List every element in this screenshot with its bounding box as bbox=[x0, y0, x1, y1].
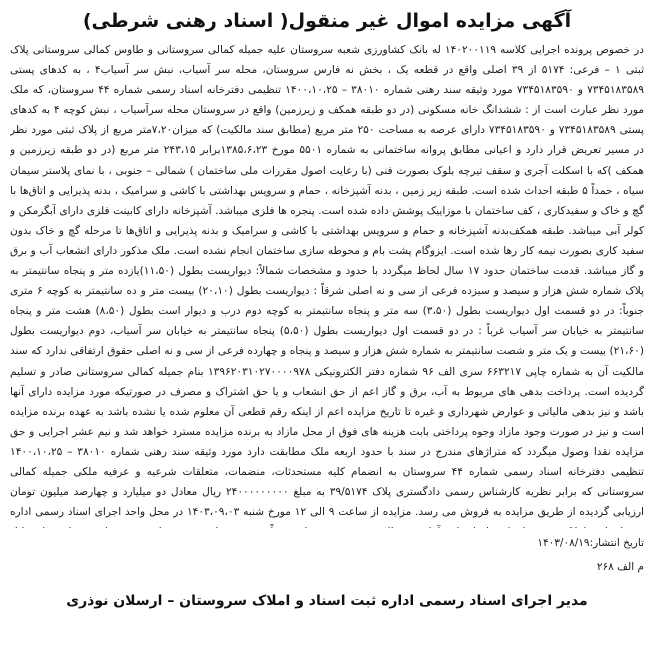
publish-date: تاریخ انتشار:۱۴۰۳/۰۸/۱۹ bbox=[537, 537, 644, 549]
reference-number: م الف ۲۶۸ bbox=[596, 561, 644, 573]
signature-line: مدیر اجرای اسناد رسمی اداره ثبت اسناد و املاک سروستان – ارسلان نوذری bbox=[66, 593, 588, 609]
notice-title: آگهی مزایده اموال غیر منقول( اسناد رهنی شرطی) bbox=[82, 10, 572, 32]
notice-body: در خصوص پرونده اجرایی کلاسه ۱۴۰۲۰۰۱۱۹ له بانک کشاورزی شعبه سروستان علیه جمیله کمالی سروستانی و طاوس کمالی سروستانی پلاک ثبتی ۱ – فرعی: ۵۱۷۴ از ۳۹ اصلی واقع در قطعه یک ، بخش نه فارس سروستان، محله سر آسیاب، نبش سر آسیاب۴ ، به کدهای پستی ۷۳۴۵۱۸۳۵۸۹ و ۷۳۴۵۱۸۳۵۹۰ مورد وثیقه سند رهنی شماره ۳۸۰۱۰ – ۱۴۰۰،۱۰،۲۵ تنظیمی دفترخانه اسناد رسمی شماره ۴۴ سروستان، که ملک مورد نظر عبارت است از : ششدانگ خانه مسکونی (در دو طبقه همکف و زیرزمین) واقع در سروستان محله سرآسیاب ، نبش کوچه ۴ به کدهای پستی ۷۳۴۵۱۸۳۵۸۹ و ۷۳۴۵۱۸۳۵۹۰ دارای عرصه به مساحت ۲۵۰ متر مربع (مطابق سند مالکیت) که میزان۷،۲۰متر مربع از پلاک ثبتی مورد نظر در مسیر تعریض قرار دارد و اعیانی مطابق پروانه ساختمانی به شماره ۵۵۰۱ مورخ ۱۳۸۵،۶،۲۳برابر ۲۴۳،۱۵ متر مربع (در دو طبقه زیرزمین و همکف )که با اسکلت آجری و سقف تیرچه بلوک بصورت فنی (با رعایت اصول مقررات ملی ساختمان ) شمالی – جنوبی ، با نمای پلاستر سیمان سیاه ، حمداً ۵ طبقه احداث شده است. طبقه زیر زمین ، بدنه آشپزخانه ، حمام و سرویس بهداشتی با کاشی و سرامیک ، بدنه پذیرایی و اتاق‌ها با گچ و خاک و سفیدکاری ، کف ساختمان با موزاییک پوشش داده شده است. پنجره ها فلزی میباشد. آشپزخانه دارای کابینت فلزی دارای آبگرمکن و کولر آبی میباشد. طبقه همکف‌بدنه آشپزخانه و حمام و سرویس بهداشتی با کاشی و سرامیک و بدنه پذیرایی و اتاق‌ها تا مرحله گچ و خاک بدون سفید کاری بصورت نیمه کار رها شده است. ایزوگام پشت بام و محوطه سازی ساختمان انجام نشده است. ملک مذکور دارای انشعاب آب و برق و گاز میباشد. قدمت ساختمان حدود ۱۷ سال لحاظ میگردد با حدود و مشخصات شمالاً: دیواریست بطول (۱۱،۵۰)یازده متر و پنجاه سانتیمتر به پلاک شماره شش هزار و سیصد و سیزده فرعی از سی و نه اصلی شرقاً : دیواریست بطول (۲۰،۱۰) بیست متر و ده سانتیمتر به کوچه ۶ متری جنوباً: در دو قسمت اول دیواریست بطول (۳،۵۰) سه متر و پنجاه سانتیمتر به کوچه دوم درب و دیوار است بطول (۸،۵۰) هشت متر و پنجاه سانتیمتر به خیابان سر آسیاب غرباً : در دو قسمت اول دیواریست بطول (۵،۵۰) پنجاه سانتیمتر به خیابان سر آسیاب، دوم دیواریست بطول (۲۱،۶۰) بیست و یک متر و شصت سانتیمتر به شماره شش هزار و سیصد و پنجاه و چهارده فرعی از سی و نه اصلی حقوق ارتفاقی ندارد که سند مالکیت آن به شماره چاپی ۶۶۳۲۱۷ سری الف ۹۶ شماره دفتر الکترونیکی ۱۳۹۶۲۰۳۱۰۲۷۰۰۰۰۹۷۸ بنام جمیله کمالی سروستانی صادر و تسلیم گردیده است. پرداخت بدهی های مربوط به آب، برق و گاز اعم از حق انشعاب و یا حق اشتراک و مصرف در صورتیکه مورد مزایده دارای آنها باشد و نیز بدهی مالیاتی و عوارض شهرداری و غیره تا تاریخ مزایده اعم از اینکه رقم قطعی آن معلوم شده یا نشده باشد به عهده برنده مزایده است و نیز در صورت وجود مازاد وجوه پرداختی بابت هزینه های فوق از محل مازاد به برنده مزایده مسترد خواهد شد و نیم عشر اجرایی و حق مزایده نقدا وصول میگردد که متراژهای مندرج در سند با حدود اربعه ملک مطابقت دارد مورد وثیقه سند رهنی شماره ۳۸۰۱۰ – ۱۴۰۰،۱۰،۲۵ تنظیمی دفترخانه اسناد رسمی شماره ۴۴ سروستان به انضمام کلیه مستحدثات، منضمات، متعلقات شرعیه و عرفیه ملکی جمیله کمالی سروستانی که برابر نظریه کارشناس رسمی دادگستری پلاک ۳۹/۵۱۷۴ به مبلغ ۲۴۰۰۰۰۰۰۰۰۰ ریال معادل دو میلیارد و چهارصد میلیون تومان ارزیابی گردیده از طریق مزایده به فروش می رسد. مزایده از ساعت ۹ الی ۱۲ مورخ شنبه ۱۴۰۳،۰۹،۰۳ در محل واحد اجرای اسناد رسمی اداره bbox=[10, 44, 644, 519]
